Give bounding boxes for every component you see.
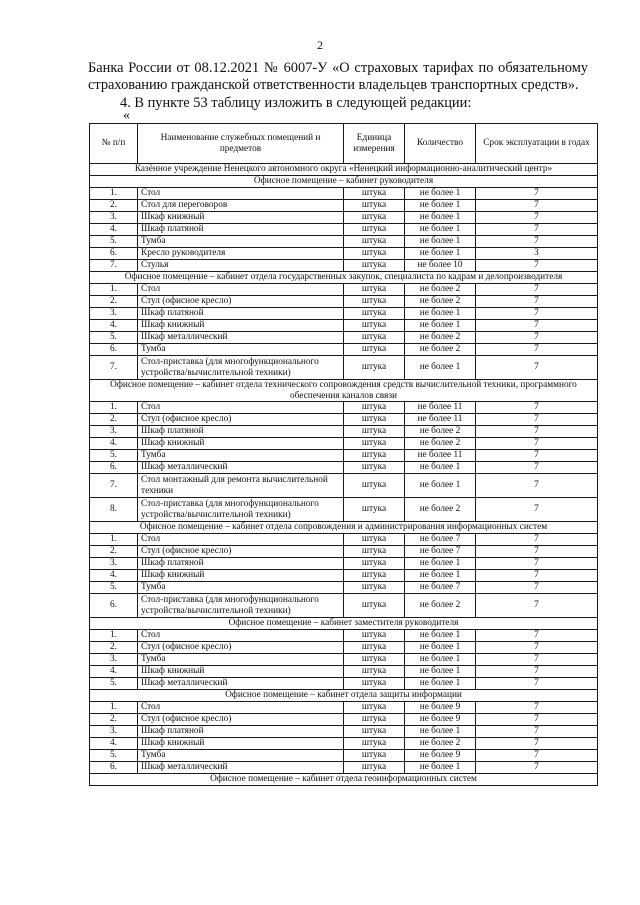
item-quantity: не более 2 [405,594,476,618]
item-years: 7 [476,188,598,200]
item-name: Стол-приставка (для многофункционального устройства/вычислительной техники) [138,356,344,380]
item-years: 7 [476,356,598,380]
row-number: 3. [90,212,138,224]
item-years: 7 [476,402,598,414]
item-unit: штука [344,320,405,332]
item-name: Тумба [138,654,344,666]
item-years: 7 [476,666,598,678]
table-row [90,426,598,438]
item-unit: штука [344,308,405,320]
item-quantity: не более 2 [405,332,476,344]
item-quantity: не более 9 [405,714,476,726]
item-name: Шкаф металлический [138,332,344,344]
item-name: Шкаф платяной [138,426,344,438]
item-unit: штука [344,570,405,582]
item-name: Шкаф металлический [138,462,344,474]
table-row [90,726,598,738]
item-years: 7 [476,594,598,618]
row-number: 1. [90,702,138,714]
item-name: Шкаф книжный [138,666,344,678]
row-number: 4. [90,570,138,582]
row-number: 2. [90,714,138,726]
item-unit: штука [344,344,405,356]
table-row [90,762,598,774]
item-years: 7 [476,702,598,714]
item-quantity: не более 1 [405,308,476,320]
item-quantity: не более 1 [405,248,476,260]
item-unit: штука [344,474,405,498]
table-row [90,200,598,212]
table-row [90,356,598,380]
item-unit: штука [344,642,405,654]
item-years: 7 [476,344,598,356]
row-number: 6. [90,762,138,774]
row-number: 4. [90,438,138,450]
table-row [90,224,598,236]
row-number: 3. [90,726,138,738]
section-title: Офисное помещение – кабинет заместителя руководителя [90,618,598,630]
item-name: Стол [138,534,344,546]
table-row [90,188,598,200]
item-unit: штука [344,714,405,726]
item-unit: штука [344,450,405,462]
item-years: 7 [476,654,598,666]
section-title: Офисное помещение – кабинет отдела технического сопровождения средств вычислительной техники, программного обеспечения каналов связи [90,380,598,402]
table-row [90,714,598,726]
table-row [90,462,598,474]
item-unit: штука [344,546,405,558]
item-unit: штука [344,200,405,212]
item-years: 7 [476,438,598,450]
item-quantity: не более 2 [405,498,476,522]
item-years: 7 [476,750,598,762]
item-years: 7 [476,426,598,438]
table-row [90,248,598,260]
item-name: Шкаф платяной [138,308,344,320]
item-unit: штука [344,356,405,380]
row-number: 4. [90,666,138,678]
intro-text [88,60,588,112]
row-number: 2. [90,414,138,426]
row-number: 1. [90,534,138,546]
item-unit: штука [344,438,405,450]
item-years: 7 [476,582,598,594]
item-quantity: не более 1 [405,188,476,200]
item-name: Стул (офисное кресло) [138,546,344,558]
item-unit: штука [344,666,405,678]
table-row [90,594,598,618]
item-years: 7 [476,332,598,344]
item-name: Тумба [138,582,344,594]
row-number: 5. [90,678,138,690]
item-quantity: не более 2 [405,438,476,450]
row-number: 3. [90,308,138,320]
item-unit: штука [344,212,405,224]
table-row [90,450,598,462]
item-name: Тумба [138,750,344,762]
row-number: 6. [90,344,138,356]
item-quantity: не более 2 [405,426,476,438]
item-quantity: не более 1 [405,200,476,212]
item-unit: штука [344,236,405,248]
item-quantity: не более 1 [405,320,476,332]
section-title: Офисное помещение – кабинет отдела государственных закупок, специалиста по кадрам и делопроизводителя [90,272,598,284]
item-years: 7 [476,558,598,570]
row-number: 7. [90,260,138,272]
item-quantity: не более 1 [405,678,476,690]
item-name: Стулья [138,260,344,272]
item-quantity: не более 1 [405,666,476,678]
item-quantity: не более 2 [405,284,476,296]
item-quantity: не более 7 [405,582,476,594]
table-row [90,236,598,248]
item-years: 7 [476,546,598,558]
section-title-row [90,690,598,702]
item-years: 7 [476,678,598,690]
item-quantity: не более 2 [405,296,476,308]
section-title-row [90,522,598,534]
table-row [90,570,598,582]
item-name: Шкаф книжный [138,570,344,582]
row-number: 5. [90,750,138,762]
item-unit: штука [344,702,405,714]
row-number: 6. [90,248,138,260]
item-name: Стол монтажный для ремонта вычислительной техники [138,474,344,498]
table-row [90,260,598,272]
table-row [90,284,598,296]
table-row [90,702,598,714]
table-row [90,582,598,594]
section-title: Офисное помещение – кабинет отдела защиты информации [90,690,598,702]
item-name: Шкаф книжный [138,438,344,450]
item-name: Кресло руководителя [138,248,344,260]
row-number: 2. [90,200,138,212]
quote-open: « [123,108,130,123]
item-years: 3 [476,248,598,260]
item-unit: штука [344,498,405,522]
item-name: Стол [138,630,344,642]
item-name: Стол [138,188,344,200]
item-years: 7 [476,296,598,308]
table-row [90,402,598,414]
org-title: Казённое учреждение Ненецкого автономного округа «Ненецкий информационно-аналитический центр» [90,164,598,176]
item-years: 7 [476,308,598,320]
item-unit: штука [344,248,405,260]
item-years: 7 [476,630,598,642]
section-title-row [90,380,598,402]
item-name: Стол [138,702,344,714]
item-years: 7 [476,762,598,774]
item-name: Тумба [138,344,344,356]
item-name: Стол для переговоров [138,200,344,212]
item-unit: штука [344,534,405,546]
table-row [90,474,598,498]
item-quantity: не более 1 [405,642,476,654]
item-unit: штука [344,284,405,296]
item-name: Шкаф платяной [138,726,344,738]
item-quantity: не более 1 [405,762,476,774]
item-unit: штука [344,402,405,414]
table-row [90,296,598,308]
table-row [90,308,598,320]
item-name: Стол-приставка (для многофункционального устройства/вычислительной техники) [138,498,344,522]
row-number: 2. [90,546,138,558]
table-header-row [90,124,598,164]
row-number: 5. [90,582,138,594]
row-number: 2. [90,642,138,654]
row-number: 7. [90,474,138,498]
section-title: Офисное помещение – кабинет отдела сопровождения и администрирования информационных систем [90,522,598,534]
item-years: 7 [476,474,598,498]
table-row [90,750,598,762]
item-unit: штука [344,332,405,344]
item-name: Тумба [138,236,344,248]
table-row [90,558,598,570]
item-years: 7 [476,462,598,474]
item-name: Стол [138,402,344,414]
table-row [90,546,598,558]
item-unit: штука [344,750,405,762]
table-row [90,642,598,654]
item-quantity: не более 1 [405,212,476,224]
org-title-row [90,164,598,176]
item-quantity: не более 7 [405,546,476,558]
row-number: 3. [90,654,138,666]
row-number: 4. [90,738,138,750]
item-unit: штука [344,762,405,774]
header-cell: Наименование служебных помещений и предметов [138,124,344,164]
section-title: Офисное помещение – кабинет руководителя [90,176,598,188]
item-quantity: не более 1 [405,654,476,666]
row-number: 5. [90,450,138,462]
item-quantity: не более 1 [405,462,476,474]
item-quantity: не более 7 [405,534,476,546]
item-quantity: не более 1 [405,630,476,642]
item-quantity: не более 1 [405,726,476,738]
item-quantity: не более 2 [405,738,476,750]
table-row [90,678,598,690]
header-cell: Количество [405,124,476,164]
table-row [90,630,598,642]
item-name: Шкаф книжный [138,738,344,750]
row-number: 5. [90,236,138,248]
item-unit: штука [344,224,405,236]
item-quantity: не более 1 [405,236,476,248]
item-quantity: не более 9 [405,702,476,714]
item-unit: штука [344,726,405,738]
table-row [90,654,598,666]
row-number: 8. [90,498,138,522]
item-quantity: не более 1 [405,474,476,498]
item-years: 7 [476,642,598,654]
table-row [90,738,598,750]
item-years: 7 [476,570,598,582]
item-years: 7 [476,498,598,522]
row-number: 1. [90,188,138,200]
item-quantity: не более 2 [405,344,476,356]
item-name: Шкаф металлический [138,678,344,690]
item-name: Стул (офисное кресло) [138,296,344,308]
item-unit: штука [344,296,405,308]
item-unit: штука [344,414,405,426]
table-row [90,320,598,332]
header-cell: Единица измерения [344,124,405,164]
section-title: Офисное помещение – кабинет отдела геоинформационных систем [90,774,598,786]
item-years: 7 [476,212,598,224]
table-row [90,534,598,546]
table-row [90,344,598,356]
table-row [90,212,598,224]
row-number: 1. [90,284,138,296]
item-years: 7 [476,534,598,546]
table-row [90,438,598,450]
item-unit: штука [344,558,405,570]
item-quantity: не более 10 [405,260,476,272]
item-name: Шкаф металлический [138,762,344,774]
row-number: 4. [90,224,138,236]
item-name: Стул (офисное кресло) [138,714,344,726]
item-name: Стол-приставка (для многофункционального устройства/вычислительной техники) [138,594,344,618]
item-quantity: не более 1 [405,558,476,570]
header-cell: № п/п [90,124,138,164]
item-unit: штука [344,426,405,438]
table-row [90,498,598,522]
item-quantity: не более 9 [405,750,476,762]
item-unit: штука [344,188,405,200]
item-quantity: не более 1 [405,356,476,380]
header-cell: Срок эксплуатации в годах [476,124,598,164]
item-years: 7 [476,236,598,248]
item-unit: штука [344,678,405,690]
row-number: 1. [90,630,138,642]
item-years: 7 [476,200,598,212]
item-quantity: не более 1 [405,570,476,582]
page-number: 2 [317,38,323,52]
item-unit: штука [344,594,405,618]
item-name: Шкаф книжный [138,212,344,224]
item-unit: штука [344,260,405,272]
item-unit: штука [344,582,405,594]
item-years: 7 [476,260,598,272]
table-row [90,666,598,678]
furniture-table [89,123,598,786]
table-row [90,414,598,426]
row-number: 7. [90,356,138,380]
item-name: Стул (офисное кресло) [138,414,344,426]
item-name: Тумба [138,450,344,462]
row-number: 3. [90,426,138,438]
section-title-row [90,774,598,786]
item-name: Шкаф книжный [138,320,344,332]
section-title-row [90,176,598,188]
item-years: 7 [476,414,598,426]
section-title-row [90,272,598,284]
intro-line-2: 4. В пункте 53 таблицу изложить в следующей редакции: [120,95,472,111]
row-number: 3. [90,558,138,570]
item-quantity: не более 11 [405,402,476,414]
row-number: 2. [90,296,138,308]
item-years: 7 [476,726,598,738]
row-number: 6. [90,594,138,618]
item-name: Шкаф платяной [138,224,344,236]
item-name: Шкаф платяной [138,558,344,570]
item-unit: штука [344,654,405,666]
row-number: 5. [90,332,138,344]
item-years: 7 [476,284,598,296]
row-number: 4. [90,320,138,332]
item-quantity: не более 11 [405,414,476,426]
item-unit: штука [344,462,405,474]
item-name: Стул (офисное кресло) [138,642,344,654]
row-number: 1. [90,402,138,414]
item-quantity: не более 1 [405,224,476,236]
item-years: 7 [476,714,598,726]
item-name: Стол [138,284,344,296]
item-unit: штука [344,738,405,750]
item-years: 7 [476,224,598,236]
item-years: 7 [476,450,598,462]
intro-line-1: Банка России от 08.12.2021 № 6007-У «О страховых тарифах по обязательному страхованию гражданской ответственности владельцев транспортных средств». [88,60,588,93]
item-years: 7 [476,738,598,750]
item-years: 7 [476,320,598,332]
item-unit: штука [344,630,405,642]
table-body [90,164,598,786]
row-number: 6. [90,462,138,474]
section-title-row [90,618,598,630]
table-row [90,332,598,344]
item-quantity: не более 11 [405,450,476,462]
